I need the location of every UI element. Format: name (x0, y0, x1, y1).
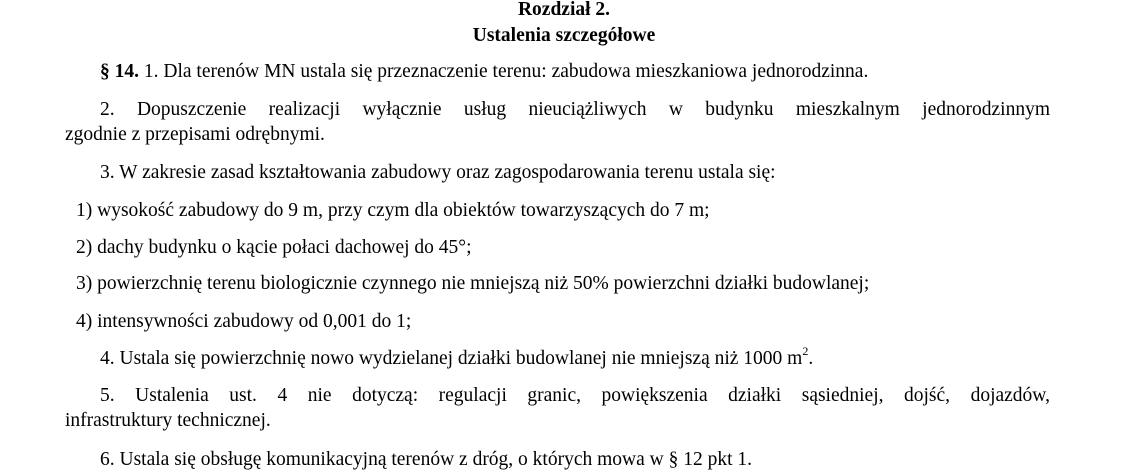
paragraph-14-4-text: 4. Ustala się powierzchnię nowo wydzielanej działki budowlanej nie mniejszą niż 1000 m (100, 348, 803, 369)
chapter-number: Rozdział 2. (517, 0, 611, 20)
paragraph-14-4-end: . (808, 348, 814, 369)
paragraph-14-2-line1: 2. Dopuszczenie realizacji wyłącznie usług nieuciążliwych w budynku mieszkalnym jednorodzinnym (100, 99, 1050, 120)
paragraph-14-6: 6. Ustala się obsługę komunikacyjną terenów z dróg, o których mowa w § 12 pkt 1. (100, 449, 753, 470)
list-item-1: 1) wysokość zabudowy do 9 m, przy czym dla obiektów towarzyszących do 7 m; (76, 200, 710, 221)
paragraph-14-5-line1: 5. Ustalenia ust. 4 nie dotyczą: regulacji granic, powiększenia działki sąsiedniej, dojść, dojazdów, (100, 385, 1050, 406)
paragraph-14-2-line2: zgodnie z przepisami odrębnymi. (65, 124, 325, 145)
chapter-title: Ustalenia szczegółowe (472, 25, 656, 46)
paragraph-14-4 (100, 344, 814, 369)
paragraph-14-3: 3. W zakresie zasad kształtowania zabudowy oraz zagospodarowania terenu ustala się: (100, 162, 776, 183)
list-item-4: 4) intensywności zabudowy od 0,001 do 1; (76, 311, 412, 332)
superscript-2: 2 (802, 344, 809, 358)
list-item-3: 3) powierzchnię terenu biologicznie czynnego nie mniejszą niż 50% powierzchni działki budowlanej; (76, 273, 870, 294)
paragraph-14-5-line2: infrastruktury technicznej. (65, 410, 271, 431)
paragraph-14-1 (100, 62, 868, 82)
section-symbol: § 14. (100, 61, 139, 82)
list-item-2: 2) dachy budynku o kącie połaci dachowej do 45°; (76, 237, 472, 258)
paragraph-14-1-text: 1. Dla terenów MN ustala się przeznaczenie terenu: zabudowa mieszkaniowa jednorodzinna. (143, 61, 869, 82)
